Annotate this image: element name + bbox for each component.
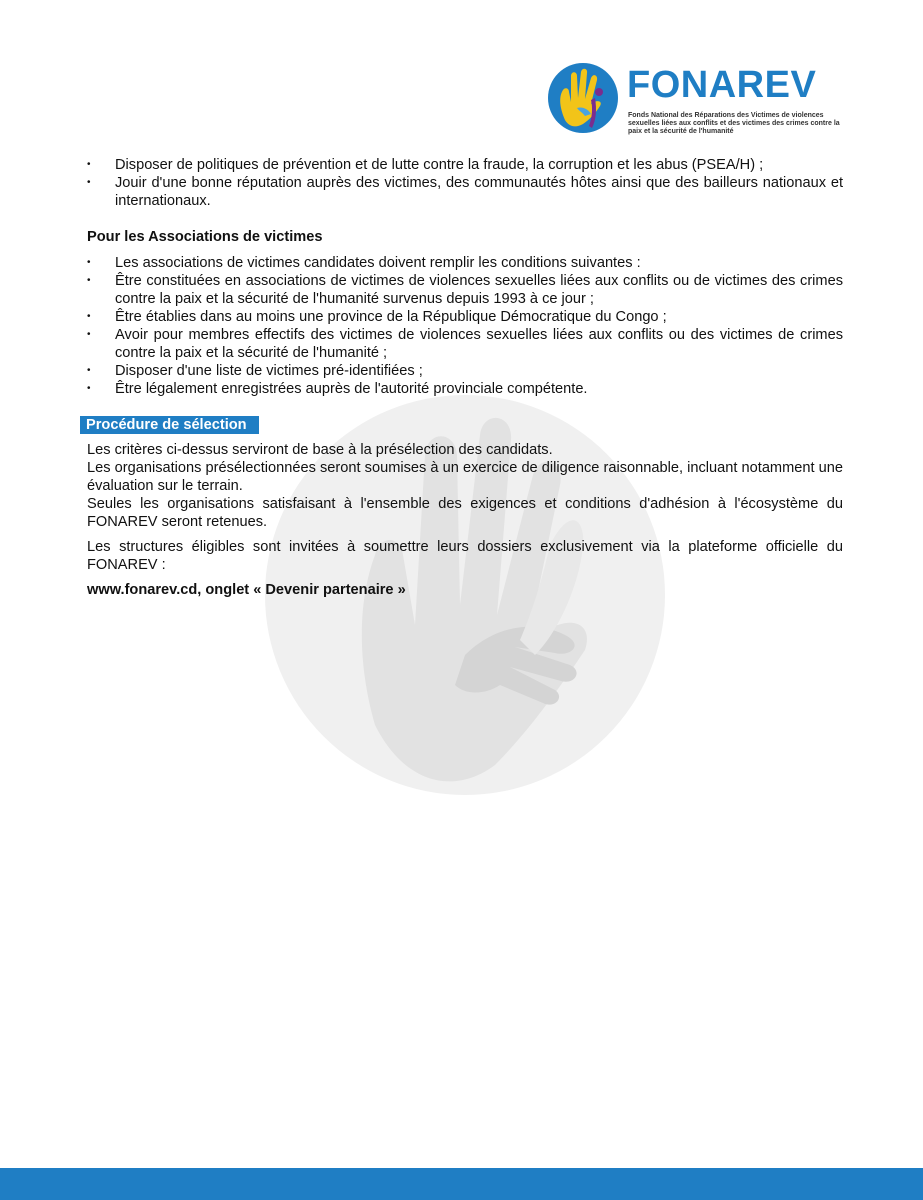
hand-emblem-icon	[547, 62, 619, 134]
platform-url[interactable]: www.fonarev.cd, onglet « Devenir partenaire »	[87, 582, 406, 598]
list-item: • Disposer d'une liste de victimes pré-identifiées ;	[87, 363, 423, 379]
associations-heading: Pour les Associations de victimes	[87, 229, 323, 245]
list-item: • Être légalement enregistrées auprès de l'autorité provinciale compétente.	[87, 381, 588, 397]
bullet-icon: •	[87, 383, 91, 394]
list-item: • Être constituées en associations de victimes de violences sexuelles liées aux conflits ou de victimes des crimes contre la paix et la sécurité de l'humanité survenus depuis 1993 à ce jour ;	[87, 273, 843, 307]
list-item: • Disposer de politiques de prévention et de lutte contre la fraude, la corruption et les abus (PSEA/H) ;	[87, 157, 764, 173]
bullet-icon: •	[87, 257, 91, 268]
list-item: • Les associations de victimes candidates doivent remplir les conditions suivantes :	[87, 255, 641, 271]
logo-tagline: Fonds National des Réparations des Victimes de violences sexuelles liées aux conflits et des victimes des crimes contre la paix et la sécurité de l'humanité	[628, 112, 840, 135]
bullet-icon: •	[87, 365, 91, 376]
fonarev-logo	[547, 62, 847, 134]
associations-bullet-list	[87, 254, 843, 398]
bullet-icon: •	[87, 311, 91, 322]
document-body	[87, 156, 843, 599]
top-bullet-list	[87, 156, 843, 210]
list-item: • Être établies dans au moins une province de la République Démocratique du Congo ;	[87, 309, 667, 325]
list-item: • Avoir pour membres effectifs des victimes de violences sexuelles liées aux conflits ou des victimes de crimes contre la paix et la sécurité de l'humanité ;	[87, 327, 843, 361]
bullet-icon: •	[87, 177, 91, 188]
bullet-icon: •	[87, 329, 91, 340]
list-item: • Jouir d'une bonne réputation auprès des victimes, des communautés hôtes ainsi que des bailleurs nationaux et internationaux.	[87, 175, 843, 209]
submission-paragraph: Les structures éligibles sont invitées à soumettre leurs dossiers exclusivement via la plateforme officielle du FONAREV :	[87, 539, 843, 573]
logo-wordmark: FONAREV	[627, 64, 817, 106]
selection-paragraph: Seules les organisations satisfaisant à l'ensemble des exigences et conditions d'adhésion à l'écosystème du FONAREV seront retenues.	[87, 496, 843, 530]
bullet-icon: •	[87, 159, 91, 170]
footer-bar	[0, 1168, 923, 1200]
selection-paragraph: Les organisations présélectionnées seront soumises à un exercice de diligence raisonnable, incluant notamment une évaluation sur le terrain.	[87, 460, 843, 494]
selection-paragraph: Les critères ci-dessus serviront de base à la présélection des candidats.	[87, 442, 553, 458]
selection-section-heading: Procédure de sélection	[80, 416, 259, 434]
bullet-icon: •	[87, 275, 91, 286]
